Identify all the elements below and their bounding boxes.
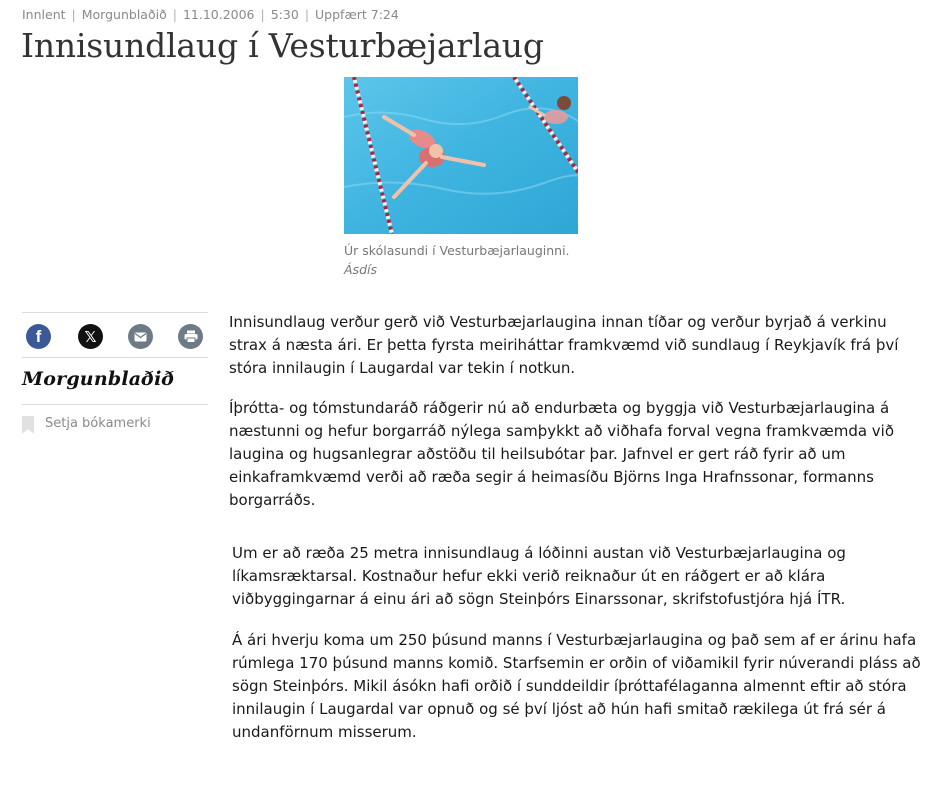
paragraph-1: Innisundlaug verður gerð við Vesturbæjarlaugina innan tíðar og verður byrjað á verkinu strax á næsta ári. Er þetta fyrsta meiriháttar framkvæmd við sundlaug í Reykjavík frá því stóra innilaugin í Laugardal var tekin í notkun. xyxy=(229,313,899,377)
photo-credit: Ásdís xyxy=(344,262,377,277)
morgunbladid-logo[interactable]: Morgunblaðið xyxy=(22,368,175,390)
pool-swimmers-image xyxy=(344,77,578,234)
caption-text: Úr skólasundi í Vesturbæjarlauginni. xyxy=(344,243,570,258)
divider xyxy=(22,404,208,405)
article-paragraph xyxy=(229,397,919,512)
article-paragraph xyxy=(232,542,922,611)
article-photo[interactable] xyxy=(344,77,578,234)
source-label: Morgunblaðið xyxy=(81,7,167,22)
article-paragraph xyxy=(232,629,922,744)
mail-icon[interactable] xyxy=(128,324,153,349)
bookmark-label: Setja bókamerki xyxy=(45,416,151,431)
envelope-icon xyxy=(134,332,147,342)
print-icon[interactable] xyxy=(178,324,203,349)
bookmark-icon xyxy=(22,416,34,434)
article-meta: Innlent | Morgunblaðið | 11.10.2006 | 5:30 | Uppfært 7:24 xyxy=(22,7,399,22)
photo-caption xyxy=(344,241,570,279)
updated-label: Uppfært 7:24 xyxy=(315,7,399,22)
facebook-icon[interactable]: f xyxy=(26,324,51,349)
paragraph-2: Íþrótta- og tómstundaráð ráðgerir nú að endurbæta og byggja við Vesturbæjarlaugina á næstunni og hefur borgarráð nýlega samþykkt að viðhafa forval vegna framkvæmda við laugina og hugsanlegrar aðstöðu til heilsubótar þar. Jafnvel er gert ráð fyrir að um einkaframkvæmd verði að ræða segir á heimasíðu Björns Inga Hrafnssonar, formanns borgarráðs. xyxy=(229,399,895,509)
page-title: Innisundlaug í Vesturbæjarlaug xyxy=(21,26,544,65)
date-label: 11.10.2006 xyxy=(182,7,255,22)
paragraph-3: Um er að ræða 25 metra innisundlaug á lóðinni austan við Vesturbæjarlaugina og líkamsræktarsal. Kostnaður hefur ekki verið reiknaður út en ráðgert er að klára viðbyggingarnar á einu ári að sögn Steinþórs Einarssonar, skrifstofustjóra hjá ÍTR. xyxy=(232,544,846,608)
paragraph-4: Á ári hverju koma um 250 þúsund manns í Vesturbæjarlaugina og það sem af er árinu hafa rúmlega 170 þúsund manns komið. Starfsemin er orðin of viðamikil fyrir núverandi pláss að sögn Steinþórs. Mikil ásókn hafi orðið í sunddeildir íþróttafélaganna almennt eftir að stóra innilaugin í Laugardal var opnuð og sé því ljóst að hún hafi smitað rækilega út frá sér á undanförnum misserum. xyxy=(232,631,921,741)
bookmark-button[interactable] xyxy=(22,416,151,434)
article-paragraph xyxy=(229,311,919,380)
time-label: 5:30 xyxy=(270,7,299,22)
share-bar xyxy=(22,312,208,358)
printer-icon xyxy=(184,330,198,343)
x-icon[interactable]: 𝕏 xyxy=(78,324,103,349)
section-link[interactable]: Innlent xyxy=(22,7,66,22)
